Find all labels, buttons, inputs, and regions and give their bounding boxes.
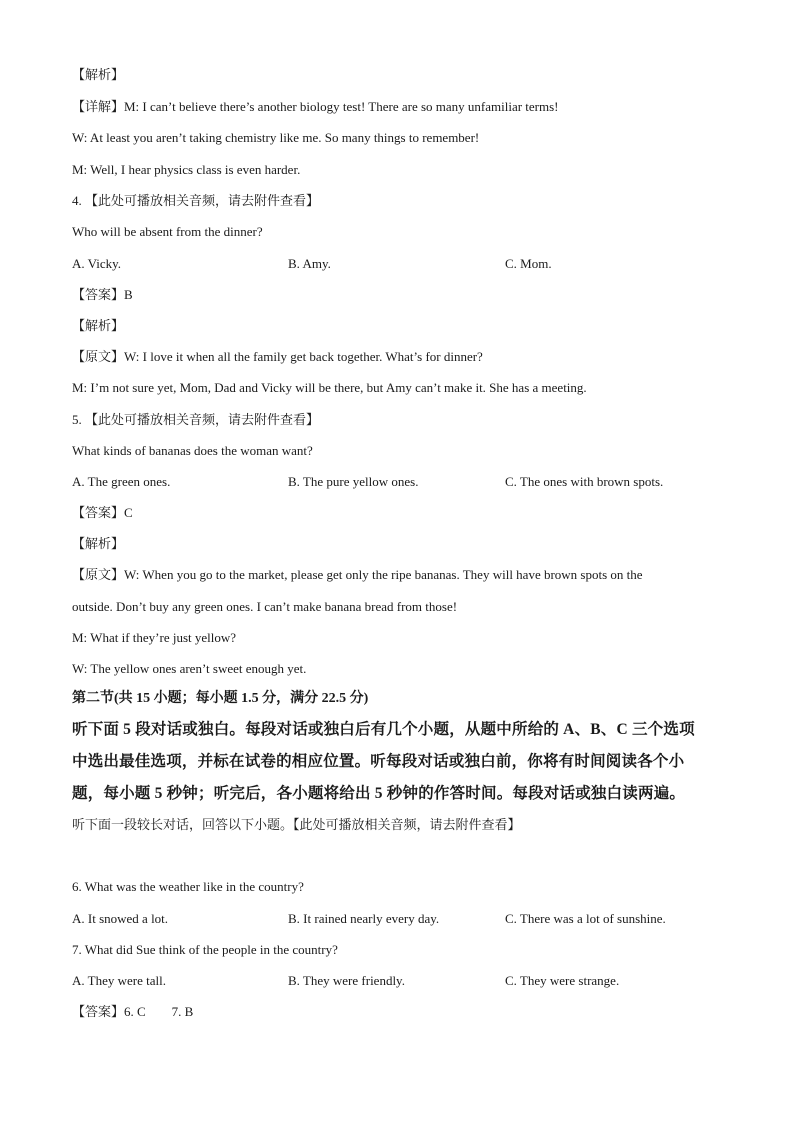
q4-option-a: A. Vicky. (72, 256, 122, 271)
answer-label: 【答案】B (72, 287, 133, 302)
q7-option-b: B. They were friendly. (288, 973, 405, 988)
q5-option-a: A. The green ones. (72, 474, 171, 489)
long-dialogue-audio: 听下面一段较长对话，回答以下小题。【此处可播放相关音频，请去附件查看】 (72, 817, 521, 832)
question-6-text: 6. What was the weather like in the country? (72, 879, 304, 894)
analysis-heading: 【解析】 (72, 67, 125, 82)
dialogue-line: M: Well, I hear physics class is even harder. (72, 162, 301, 177)
question-5-text: What kinds of bananas does the woman want? (72, 443, 313, 458)
answer-label: 【答案】C (72, 505, 133, 520)
q7-option-a: A. They were tall. (72, 973, 166, 988)
transcript-text: outside. Don’t buy any green ones. I can’t make banana bread from those! (72, 599, 458, 614)
question-4-audio: 4. 【此处可播放相关音频，请去附件查看】 (72, 193, 320, 208)
q4-option-b: B. Amy. (288, 256, 331, 271)
transcript-text: 【原文】W: When you go to the market, please get only the ripe bananas. They will have brown spots on the (72, 567, 643, 582)
dialogue-line: W: At least you aren’t taking chemistry like me. So many things to remember! (72, 130, 480, 145)
q6-option-a: A. It snowed a lot. (72, 911, 169, 926)
q4-option-c: C. Mom. (505, 256, 552, 271)
question-5-audio: 5. 【此处可播放相关音频，请去附件查看】 (72, 412, 320, 427)
dialogue-line: M: What if they’re just yellow? (72, 630, 237, 645)
question-7-text: 7. What did Sue think of the people in the country? (72, 942, 338, 957)
dialogue-line: M: I’m not sure yet, Mom, Dad and Vicky will be there, but Amy can’t make it. She has a meeting. (72, 380, 587, 395)
section-instructions: 听下面 5 段对话或独白。每段对话或独白后有几个小题，从题中所给的 A、B、C 三个选项 (72, 721, 695, 738)
q5-option-c: C. The ones with brown spots. (505, 474, 664, 489)
answer-label: 【答案】6. C 7. B (72, 1004, 194, 1019)
q6-option-c: C. There was a lot of sunshine. (505, 911, 666, 926)
question-4-text: Who will be absent from the dinner? (72, 224, 263, 239)
section-instructions: 题，每小题 5 秒钟；听完后，各小题将给出 5 秒钟的作答时间。每段对话或独白读两遍。 (72, 785, 686, 802)
section-instructions: 中选出最佳选项，并标在试卷的相应位置。听每段对话或独白前，你将有时间阅读各个小 (72, 753, 685, 770)
analysis-heading: 【解析】 (72, 536, 125, 551)
q7-option-c: C. They were strange. (505, 973, 620, 988)
detail-text: 【详解】M: I can’t believe there’s another biology test! There are so many unfamiliar terms! (72, 99, 559, 114)
section-heading: 第二节(共 15 小题；每小题 1.5 分，满分 22.5 分) (72, 691, 369, 706)
transcript-text: 【原文】W: I love it when all the family get back together. What’s for dinner? (72, 349, 483, 364)
analysis-heading: 【解析】 (72, 318, 125, 333)
q5-option-b: B. The pure yellow ones. (288, 474, 419, 489)
dialogue-line: W: The yellow ones aren’t sweet enough yet. (72, 661, 307, 676)
q6-option-b: B. It rained nearly every day. (288, 911, 440, 926)
